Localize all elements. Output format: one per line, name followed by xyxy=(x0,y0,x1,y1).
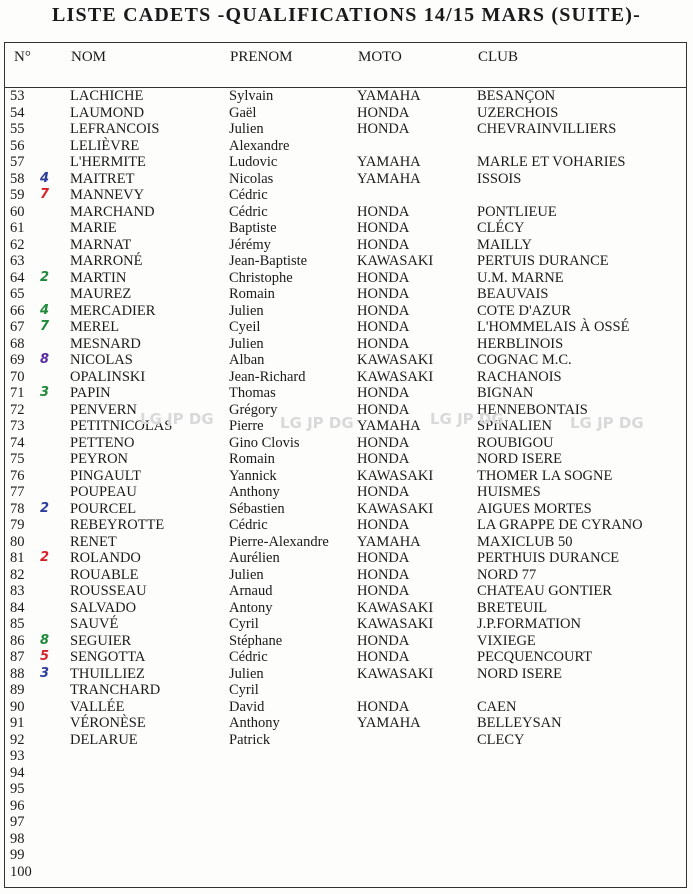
handwritten-mark: 3 xyxy=(40,665,50,681)
row-moto: YAMAHA xyxy=(357,533,421,550)
row-nom: MARTIN xyxy=(70,269,127,286)
row-number: 100 xyxy=(10,863,32,880)
row-prenom: Baptiste xyxy=(229,220,277,236)
row-club: HERBLINOIS xyxy=(477,335,564,352)
row-nom: PETITNICOLAS xyxy=(70,418,173,434)
row-number: 69 xyxy=(10,352,25,368)
row-prenom: Jérémy xyxy=(229,236,271,253)
table-row xyxy=(5,831,686,848)
row-nom: POURCEL xyxy=(70,500,137,517)
row-moto: HONDA xyxy=(357,451,410,467)
table-row xyxy=(5,699,686,716)
row-club: UZERCHOIS xyxy=(477,104,559,121)
row-club: ISSOIS xyxy=(477,170,522,187)
table-row xyxy=(5,468,686,485)
row-moto: HONDA xyxy=(357,517,410,533)
row-prenom: Patrick xyxy=(229,731,271,748)
row-moto: KAWASAKI xyxy=(357,500,434,517)
table-row xyxy=(5,814,686,831)
row-moto: YAMAHA xyxy=(357,170,421,187)
table-row xyxy=(5,385,686,402)
row-moto: KAWASAKI xyxy=(357,253,434,269)
table-row xyxy=(5,847,686,864)
row-club: NORD 77 xyxy=(477,566,537,583)
row-moto: KAWASAKI xyxy=(357,352,434,368)
row-club: CHATEAU GONTIER xyxy=(477,583,612,599)
row-moto: HONDA xyxy=(357,236,410,253)
row-nom: MARCHAND xyxy=(70,203,155,220)
handwritten-mark: 7 xyxy=(40,187,50,202)
row-nom: ROUABLE xyxy=(70,566,139,583)
row-club: THOMER LA SOGNE xyxy=(477,467,613,484)
row-number: 89 xyxy=(10,682,25,698)
table-row xyxy=(5,501,686,518)
table-row xyxy=(5,204,686,221)
row-nom: DELARUE xyxy=(70,731,138,748)
row-prenom: Jean-Richard xyxy=(229,368,306,385)
row-club: ROUBIGOU xyxy=(477,434,554,451)
row-nom: LELIÈVRE xyxy=(70,137,140,154)
row-nom: ROUSSEAU xyxy=(70,583,147,599)
row-moto: HONDA xyxy=(357,203,410,220)
handwritten-mark: 2 xyxy=(40,550,50,565)
row-prenom: Nicolas xyxy=(229,170,274,187)
row-club: SPINALIEN xyxy=(477,418,552,434)
row-club: AIGUES MORTES xyxy=(477,500,592,517)
table-row xyxy=(5,765,686,782)
row-moto: HONDA xyxy=(357,269,410,286)
row-number: 80 xyxy=(10,533,25,550)
row-club: BEAUVAIS xyxy=(477,286,549,302)
row-prenom: Julien xyxy=(229,566,264,583)
row-nom: MESNARD xyxy=(70,335,141,352)
row-club: BESANÇON xyxy=(477,88,556,104)
row-club: BRETEUIL xyxy=(477,599,548,616)
table-row xyxy=(5,435,686,452)
row-number: 54 xyxy=(10,104,25,121)
table-row xyxy=(5,237,686,254)
header-nom: NOM xyxy=(71,49,107,65)
table-row xyxy=(5,451,686,468)
table-row xyxy=(5,418,686,435)
row-moto: HONDA xyxy=(357,484,410,500)
row-club: U.M. MARNE xyxy=(477,269,564,286)
row-number: 75 xyxy=(10,451,25,467)
table-row xyxy=(5,187,686,204)
table-row xyxy=(5,484,686,501)
handwritten-mark: 8 xyxy=(40,352,50,367)
row-nom: ROLANDO xyxy=(70,550,141,566)
table-row xyxy=(5,105,686,122)
row-nom: NICOLAS xyxy=(70,352,133,368)
row-number: 74 xyxy=(10,434,25,451)
table-row xyxy=(5,534,686,551)
table-row xyxy=(5,864,686,881)
row-prenom: Julien xyxy=(229,121,264,137)
handwritten-mark: 2 xyxy=(40,269,50,285)
row-prenom: Cédric xyxy=(229,187,268,203)
row-prenom: Cédric xyxy=(229,517,268,533)
row-number: 59 xyxy=(10,187,25,203)
table-row xyxy=(5,286,686,303)
table-row xyxy=(5,798,686,815)
row-prenom: Ludovic xyxy=(229,154,278,170)
row-prenom: Yannick xyxy=(229,467,277,484)
row-number: 99 xyxy=(10,847,25,863)
row-nom: MARRONÉ xyxy=(70,253,143,269)
row-moto: HONDA xyxy=(357,104,410,121)
handwritten-mark: 2 xyxy=(40,500,50,516)
row-number: 86 xyxy=(10,632,25,649)
table-row xyxy=(5,567,686,584)
row-moto: HONDA xyxy=(357,550,410,566)
row-prenom: Grégory xyxy=(229,401,278,418)
row-nom: PENVERN xyxy=(70,401,137,418)
row-number: 61 xyxy=(10,220,25,236)
row-club: COTE D'AZUR xyxy=(477,302,572,319)
row-nom: PINGAULT xyxy=(70,467,142,484)
row-club: MAXICLUB 50 xyxy=(477,533,573,550)
row-nom: MARNAT xyxy=(70,236,132,253)
row-club: PECQUENCOURT xyxy=(477,649,593,665)
row-prenom: Julien xyxy=(229,335,264,352)
row-number: 77 xyxy=(10,484,25,500)
watermark-logo: LG JP DG xyxy=(570,414,644,432)
row-prenom: Arnaud xyxy=(229,583,273,599)
row-number: 79 xyxy=(10,517,25,533)
table-row xyxy=(5,517,686,534)
row-club: VIXIEGE xyxy=(477,632,536,649)
row-prenom: Cédric xyxy=(229,203,268,220)
row-moto: KAWASAKI xyxy=(357,467,434,484)
entry-list-table xyxy=(4,42,687,888)
row-club: PONTLIEUE xyxy=(477,203,557,220)
row-moto: HONDA xyxy=(357,335,410,352)
table-row xyxy=(5,781,686,798)
row-prenom: Julien xyxy=(229,665,264,682)
row-number: 82 xyxy=(10,566,25,583)
row-nom: SALVADO xyxy=(70,599,137,616)
row-number: 90 xyxy=(10,698,25,715)
row-moto: KAWASAKI xyxy=(357,616,434,632)
table-row xyxy=(5,402,686,419)
row-moto: KAWASAKI xyxy=(357,599,434,616)
table-row xyxy=(5,649,686,666)
table-row xyxy=(5,270,686,287)
row-nom: RENET xyxy=(70,533,117,550)
row-nom: L'HERMITE xyxy=(70,154,146,170)
row-prenom: Antony xyxy=(229,599,273,616)
table-row xyxy=(5,748,686,765)
handwritten-mark: 4 xyxy=(40,302,50,318)
row-club: LA GRAPPE DE CYRANO xyxy=(477,517,643,533)
watermark-logo: LG JP DG xyxy=(140,410,214,428)
table-row xyxy=(5,220,686,237)
row-moto: HONDA xyxy=(357,566,410,583)
table-row xyxy=(5,732,686,749)
row-number: 81 xyxy=(10,550,25,566)
header-moto: MOTO xyxy=(358,49,402,65)
row-nom: OPALINSKI xyxy=(70,368,146,385)
row-number: 53 xyxy=(10,88,25,104)
row-prenom: Thomas xyxy=(229,385,276,401)
row-moto: HONDA xyxy=(357,220,410,236)
row-number: 93 xyxy=(10,748,25,764)
row-number: 63 xyxy=(10,253,25,269)
row-number: 91 xyxy=(10,715,25,731)
row-number: 87 xyxy=(10,649,25,665)
row-prenom: Aurélien xyxy=(229,550,280,566)
row-prenom: Cyril xyxy=(229,682,259,698)
row-nom: THUILLIEZ xyxy=(70,665,145,682)
row-club: J.P.FORMATION xyxy=(477,616,581,632)
table-row xyxy=(5,352,686,369)
row-number: 96 xyxy=(10,797,25,814)
row-moto: KAWASAKI xyxy=(357,665,434,682)
table-row xyxy=(5,303,686,320)
header-club: CLUB xyxy=(478,49,519,65)
row-number: 58 xyxy=(10,170,25,187)
row-moto: YAMAHA xyxy=(357,154,421,170)
row-club: RACHANOIS xyxy=(477,368,562,385)
row-number: 57 xyxy=(10,154,25,170)
table-row xyxy=(5,253,686,270)
row-nom: MANNEVY xyxy=(70,187,145,203)
row-nom: PETTENO xyxy=(70,434,135,451)
row-number: 65 xyxy=(10,286,25,302)
row-moto: KAWASAKI xyxy=(357,368,434,385)
row-number: 67 xyxy=(10,319,25,335)
table-row xyxy=(5,666,686,683)
row-moto: HONDA xyxy=(357,401,410,418)
row-prenom: Pierre xyxy=(229,418,264,434)
row-nom: SAUVÉ xyxy=(70,616,119,632)
row-number: 71 xyxy=(10,385,25,401)
row-number: 78 xyxy=(10,500,25,517)
table-row xyxy=(5,88,686,105)
row-club: CLÉCY xyxy=(477,220,525,236)
row-nom: MEREL xyxy=(70,319,120,335)
row-number: 55 xyxy=(10,121,25,137)
row-nom: LACHICHE xyxy=(70,88,144,104)
row-prenom: Cédric xyxy=(229,649,268,665)
table-row xyxy=(5,583,686,600)
row-nom: PEYRON xyxy=(70,451,129,467)
row-number: 98 xyxy=(10,830,25,847)
handwritten-mark: 3 xyxy=(40,385,50,400)
row-number: 83 xyxy=(10,583,25,599)
row-number: 88 xyxy=(10,665,25,682)
row-moto: YAMAHA xyxy=(357,715,421,731)
row-moto: HONDA xyxy=(357,632,410,649)
table-row xyxy=(5,154,686,171)
row-nom: VÉRONÈSE xyxy=(70,715,146,731)
row-nom: TRANCHARD xyxy=(70,682,161,698)
row-prenom: Pierre-Alexandre xyxy=(229,533,329,550)
row-prenom: Alexandre xyxy=(229,137,290,154)
table-row xyxy=(5,715,686,732)
row-nom: MAITRET xyxy=(70,170,135,187)
row-prenom: Sébastien xyxy=(229,500,285,517)
watermark-logo: LG JP DG xyxy=(430,410,504,428)
row-nom: MAUREZ xyxy=(70,286,132,302)
header-prenom: PRENOM xyxy=(230,49,293,65)
row-moto: YAMAHA xyxy=(357,418,421,434)
row-club: MAILLY xyxy=(477,236,532,253)
row-nom: MARIE xyxy=(70,220,117,236)
row-number: 56 xyxy=(10,137,25,154)
row-number: 76 xyxy=(10,467,25,484)
row-nom: SENGOTTA xyxy=(70,649,146,665)
row-number: 66 xyxy=(10,302,25,319)
row-moto: HONDA xyxy=(357,649,410,665)
row-club: NORD ISERE xyxy=(477,451,562,467)
row-club: CHEVRAINVILLIERS xyxy=(477,121,617,137)
table-row xyxy=(5,633,686,650)
row-prenom: Anthony xyxy=(229,715,280,731)
row-nom: REBEYROTTE xyxy=(70,517,165,533)
watermark-logo: LG JP DG xyxy=(280,414,354,432)
row-moto: HONDA xyxy=(357,319,410,335)
table-row xyxy=(5,682,686,699)
row-moto: HONDA xyxy=(357,302,410,319)
row-club: NORD ISERE xyxy=(477,665,562,682)
row-club: CAEN xyxy=(477,698,517,715)
handwritten-mark: 5 xyxy=(40,649,50,664)
row-nom: LEFRANCOIS xyxy=(70,121,160,137)
row-nom: SEGUIER xyxy=(70,632,132,649)
row-club: HENNEBONTAIS xyxy=(477,401,588,418)
row-number: 95 xyxy=(10,781,25,797)
row-moto: HONDA xyxy=(357,583,410,599)
row-prenom: Gino Clovis xyxy=(229,434,300,451)
row-moto: YAMAHA xyxy=(357,88,421,104)
row-club: CLECY xyxy=(477,731,525,748)
row-prenom: Gaël xyxy=(229,104,257,121)
table-row xyxy=(5,616,686,633)
row-prenom: Cyeil xyxy=(229,319,261,335)
row-number: 94 xyxy=(10,764,25,781)
table-row xyxy=(5,550,686,567)
table-row xyxy=(5,138,686,155)
row-number: 92 xyxy=(10,731,25,748)
row-number: 97 xyxy=(10,814,25,830)
table-row xyxy=(5,319,686,336)
row-prenom: David xyxy=(229,698,265,715)
row-nom: POUPEAU xyxy=(70,484,137,500)
table-row xyxy=(5,171,686,188)
row-prenom: Sylvain xyxy=(229,88,274,104)
row-prenom: Romain xyxy=(229,286,275,302)
row-moto: HONDA xyxy=(357,698,410,715)
row-nom: MERCADIER xyxy=(70,302,156,319)
table-row xyxy=(5,600,686,617)
row-number: 84 xyxy=(10,599,25,616)
row-nom: VALLÉE xyxy=(70,698,125,715)
row-number: 73 xyxy=(10,418,25,434)
row-prenom: Jean-Baptiste xyxy=(229,253,308,269)
row-club: BELLEYSAN xyxy=(477,715,562,731)
row-prenom: Cyril xyxy=(229,616,259,632)
row-prenom: Alban xyxy=(229,352,265,368)
table-row xyxy=(5,121,686,138)
table-row xyxy=(5,369,686,386)
handwritten-mark: 7 xyxy=(40,319,50,334)
row-prenom: Julien xyxy=(229,302,264,319)
row-prenom: Anthony xyxy=(229,484,280,500)
row-club: PERTHUIS DURANCE xyxy=(477,550,620,566)
row-moto: HONDA xyxy=(357,286,410,302)
table-row xyxy=(5,336,686,353)
row-nom: LAUMOND xyxy=(70,104,145,121)
row-club: COGNAC M.C. xyxy=(477,352,572,368)
table-body xyxy=(5,88,686,880)
row-number: 72 xyxy=(10,401,25,418)
row-number: 85 xyxy=(10,616,25,632)
row-moto: HONDA xyxy=(357,121,410,137)
row-number: 68 xyxy=(10,335,25,352)
row-number: 70 xyxy=(10,368,25,385)
row-club: HUISMES xyxy=(477,484,541,500)
row-number: 62 xyxy=(10,236,25,253)
row-club: L'HOMMELAIS À OSSÉ xyxy=(477,319,630,335)
row-club: BIGNAN xyxy=(477,385,534,401)
row-number: 60 xyxy=(10,203,25,220)
row-club: MARLE ET VOHARIES xyxy=(477,154,626,170)
handwritten-mark: 4 xyxy=(40,170,50,186)
row-nom: PAPIN xyxy=(70,385,111,401)
row-prenom: Stéphane xyxy=(229,632,283,649)
handwritten-mark: 8 xyxy=(40,632,50,648)
row-moto: HONDA xyxy=(357,385,410,401)
row-number: 64 xyxy=(10,269,25,286)
header-number: N° xyxy=(14,49,31,65)
row-moto: HONDA xyxy=(357,434,410,451)
row-club: PERTUIS DURANCE xyxy=(477,253,609,269)
row-prenom: Christophe xyxy=(229,269,293,286)
page-title: LISTE CADETS -QUALIFICATIONS 14/15 MARS (SUITE)- xyxy=(52,4,641,26)
row-prenom: Romain xyxy=(229,451,275,467)
